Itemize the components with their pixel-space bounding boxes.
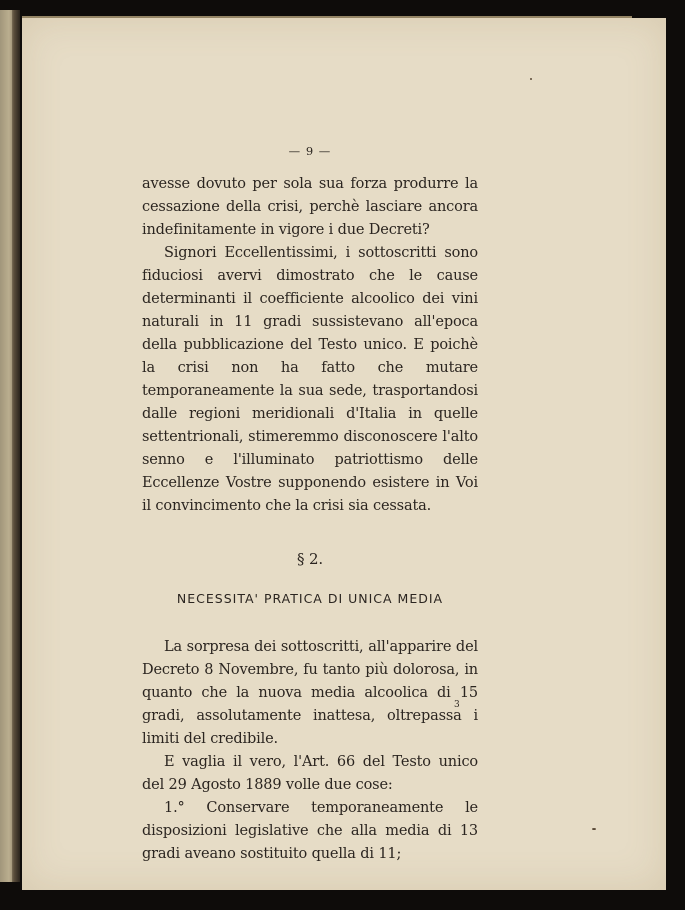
paragraph-continued: avesse dovuto per sola sua forza produrre la cessazione della crisi, perchè lasciare ancora indefinitamente in vigore i due Decreti? <box>142 176 478 238</box>
paragraph-signori: Signori Eccellentissimi, i sottoscritti sono fiduciosi avervi dimostrato che le cause determinanti il coefficiente alcoolico dei vini naturali in 11 gradi sussistevano all'epoca della pubblicazione del Testo unico. E poichè la crisi non ha fatto che mutare temporaneamente la sua sede, trasportandosi dalle regioni meridionali d'Italia in quelle settentrionali, stimeremmo disconoscere l'alto senno e l'illuminato patriottismo delle Eccellenze Vostre supponendo esistere in Voi il convincimento che la crisi sia cessata. <box>142 245 478 514</box>
left-page-strip <box>0 10 12 882</box>
paper-speck <box>592 828 596 830</box>
paragraph-sorpresa: La sorpresa dei sottoscritti, all'apparire del Decreto 8 Novembre, fu tanto più dolorosa, in quanto che la nuova media alcoolica di 15 gradi, assolutamente inattesa, oltrepassa i limiti del credibile. <box>142 639 478 747</box>
section-heading: NECESSITA' PRATICA DI UNICA MEDIA <box>176 591 444 606</box>
paragraph-vaglia: E vaglia il vero, l'Art. 66 del Testo unico del 29 Agosto 1889 volle due cose: <box>142 754 478 793</box>
section-mark: § 2. <box>297 550 323 568</box>
paper-speck <box>530 78 532 80</box>
page-text-block <box>142 140 478 866</box>
paragraph-point-1: 1.° Conservare temporaneamente le disposizioni legislative che alla media di 13 gradi aveano sostituito quella di 11; <box>142 800 478 862</box>
page-number: — 9 — <box>288 144 332 158</box>
signature-mark: 3 <box>454 700 460 710</box>
